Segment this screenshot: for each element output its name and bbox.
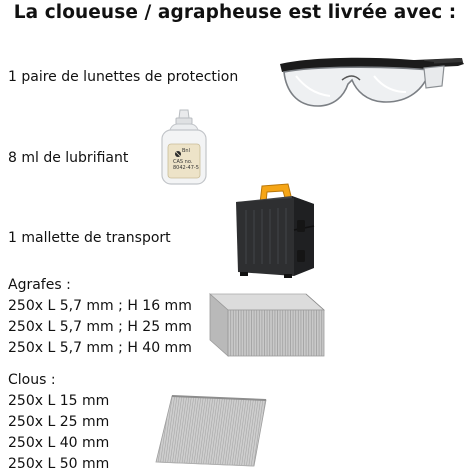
nails-line-2: 250x L 25 mm	[8, 414, 110, 430]
staples-line-3: 250x L 5,7 mm ; H 40 mm	[8, 340, 192, 356]
nails-section	[8, 370, 109, 475]
item-safety-glasses-label: 1 paire de lunettes de protection	[8, 69, 239, 85]
safety-glasses-icon	[274, 50, 466, 114]
staple-strip-icon	[206, 290, 326, 360]
page-title: La cloueuse / agrapheuse est livrée avec :	[13, 2, 457, 23]
carrying-case-icon	[226, 180, 322, 284]
item-case-label: 1 mallette de transport	[8, 230, 171, 246]
staples-section	[8, 275, 192, 359]
staples-line-2: 250x L 5,7 mm ; H 25 mm	[8, 319, 192, 335]
bottle-cas-label: CAS no.	[173, 159, 193, 165]
staples-heading: Agrafes :	[8, 277, 71, 293]
nails-heading: Clous :	[8, 372, 56, 388]
nails-line-4: 250x L 50 mm	[8, 456, 110, 472]
bottle-cas-number: 8042-47-5	[173, 165, 199, 171]
bottle-brand-text: Bnl	[182, 148, 190, 154]
item-lubricant-label: 8 ml de lubrifiant	[8, 150, 129, 166]
nails-line-3: 250x L 40 mm	[8, 435, 110, 451]
nails-line-1: 250x L 15 mm	[8, 393, 110, 409]
staples-line-1: 250x L 5,7 mm ; H 16 mm	[8, 298, 192, 314]
brad-nail-strip-icon	[150, 392, 270, 470]
